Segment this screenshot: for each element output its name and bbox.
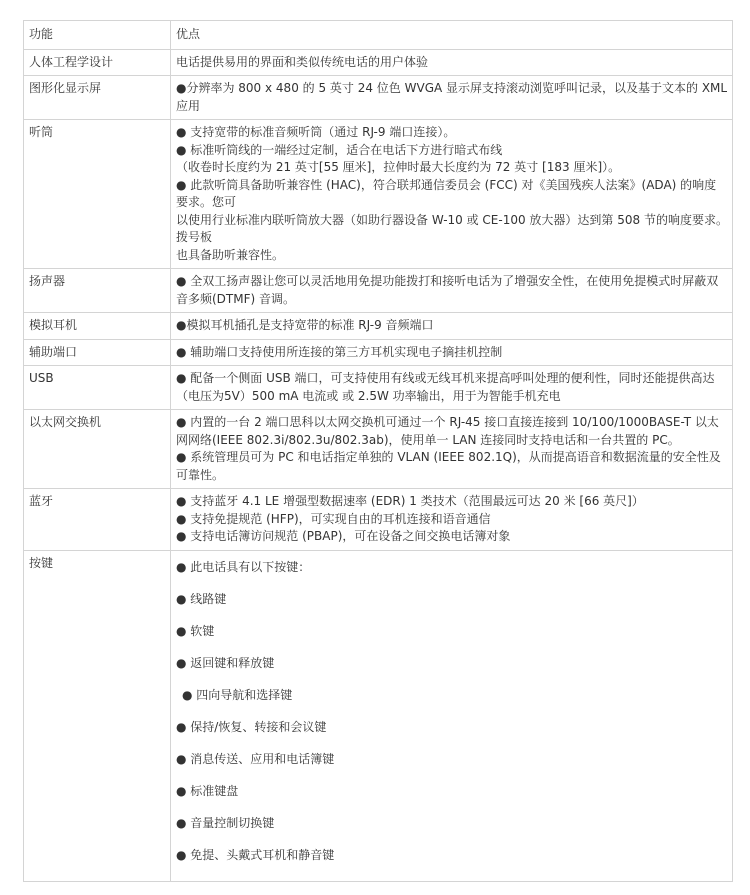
key-list-item: ● 此电话具有以下按键： (176, 559, 311, 574)
feature-cell: 人体工程学设计 (24, 49, 171, 76)
table-row (24, 339, 733, 366)
advantage-line: 也具备助听兼容性。 (176, 247, 285, 262)
key-list-item: ● 音量控制切换键 (176, 815, 275, 830)
header-feature: 功能 (24, 21, 171, 50)
advantage-line: ● 标准听筒线的一端经过定制，适合在电话下方进行暗式布线 (176, 142, 503, 157)
advantage-cell (171, 76, 733, 120)
advantage-cell (171, 489, 733, 551)
advantage-line: ● 辅助端口支持使用所连接的第三方耳机实现电子摘挂机控制 (176, 344, 503, 359)
advantage-line: （收卷时长度约为 21 英寸[55 厘米]，拉伸时最大长度约为 72 英寸 [183 厘米]）。 (176, 160, 621, 174)
key-list-item: ● 四向导航和选择键 (182, 687, 293, 702)
table-row (24, 269, 733, 313)
spec-table-body (24, 21, 733, 882)
table-header-row (24, 21, 733, 50)
advantage-line: ● 支持免提规范 (HFP)，可实现自由的耳机连接和语音通信 (176, 511, 491, 526)
advantage-line: ●模拟耳机插孔是支持宽带的标准 RJ-9 音频端口 (176, 318, 434, 332)
feature-cell: 以太网交换机 (24, 410, 171, 489)
table-row (24, 76, 733, 120)
spec-table (23, 20, 733, 882)
feature-cell: 辅助端口 (24, 339, 171, 366)
advantage-line: ● 全双工扬声器让您可以灵活地用免提功能拨打和接听电话为了增强安全性，在使用免提模式时屏蔽双音多频(DTMF) 音调。 (176, 274, 719, 306)
advantage-cell (171, 49, 733, 76)
table-row-keys (24, 550, 733, 881)
key-list-item: ● 标准键盘 (176, 783, 239, 798)
feature-cell: 蓝牙 (24, 489, 171, 551)
advantage-cell (171, 269, 733, 313)
key-list-item: ● 消息传送、应用和电话簿键 (176, 751, 335, 766)
advantage-line: ●分辨率为 800 x 480 的 5 英寸 24 位色 WVGA 显示屏支持滚动浏览呼叫记录，以及基于文本的 XML 应用 (176, 81, 728, 113)
advantage-cell (171, 366, 733, 410)
table-row (24, 120, 733, 269)
feature-cell: 模拟耳机 (24, 313, 171, 340)
advantage-line: ● 系统管理员可为 PC 和电话指定单独的 VLAN (IEEE 802.1Q)，从而提高语音和数据流量的安全性及可靠性。 (176, 450, 721, 482)
advantage-line: 以使用行业标准内联听筒放大器（如助行器设备 W-10 或 CE-100 放大器）达到第 508 节的响度要求。拨号板 (176, 212, 728, 244)
header-advantage: 优点 (171, 21, 733, 50)
advantage-cell (171, 313, 733, 340)
advantage-line: ● 此款听筒具备助听兼容性 (HAC)，符合联邦通信委员会 (FCC) 对《美国残疾人法案》(ADA) 的响度要求。您可 (176, 177, 717, 209)
key-list-item: ● 保持/恢复、转接和会议键 (176, 719, 327, 734)
advantage-line: ● 配备一个侧面 USB 端口，可支持使用有线或无线耳机来提高呼叫处理的便利性，同时还能提供高达（电压为5V）500 mA 电流或 或 2.5W 功率输出，用于为智能手机充电 (176, 371, 715, 403)
advantage-line: 电话提供易用的界面和类似传统电话的用户体验 (176, 54, 429, 69)
feature-cell: 图形化显示屏 (24, 76, 171, 120)
table-row (24, 49, 733, 76)
table-row (24, 366, 733, 410)
advantage-line: ● 支持蓝牙 4.1 LE 增强型数据速率 (EDR) 1 类技术（范围最远可达 20 米 [66 英尺]） (176, 494, 644, 508)
advantage-cell (171, 120, 733, 269)
feature-cell: 按键 (24, 550, 171, 881)
advantage-line: ● 支持电话簿访问规范 (PBAP)，可在设备之间交换电话簿对象 (176, 529, 511, 543)
advantage-line: ● 内置的一台 2 端口思科以太网交换机可通过一个 RJ-45 接口直接连接到 10/100/1000BASE-T 以太网网络(IEEE 802.3i/802.3u/802.3ab)，使用单一 LAN 连接同时支持电话和一台共置的 PC。 (176, 415, 719, 447)
feature-cell: 听筒 (24, 120, 171, 269)
advantage-line: ● 支持宽带的标准音频听筒（通过 RJ-9 端口连接）。 (176, 125, 456, 139)
advantage-cell (171, 410, 733, 489)
key-list-item: ● 软键 (176, 623, 215, 638)
advantage-cell (171, 339, 733, 366)
table-row (24, 410, 733, 489)
table-row (24, 489, 733, 551)
table-row (24, 313, 733, 340)
key-list-item: ● 免提、头戴式耳机和静音键 (176, 847, 335, 862)
key-list-item: ● 线路键 (176, 591, 227, 606)
feature-cell: USB (24, 366, 171, 410)
feature-cell: 扬声器 (24, 269, 171, 313)
key-list-item: ● 返回键和释放键 (176, 655, 275, 670)
keys-list (171, 550, 733, 881)
